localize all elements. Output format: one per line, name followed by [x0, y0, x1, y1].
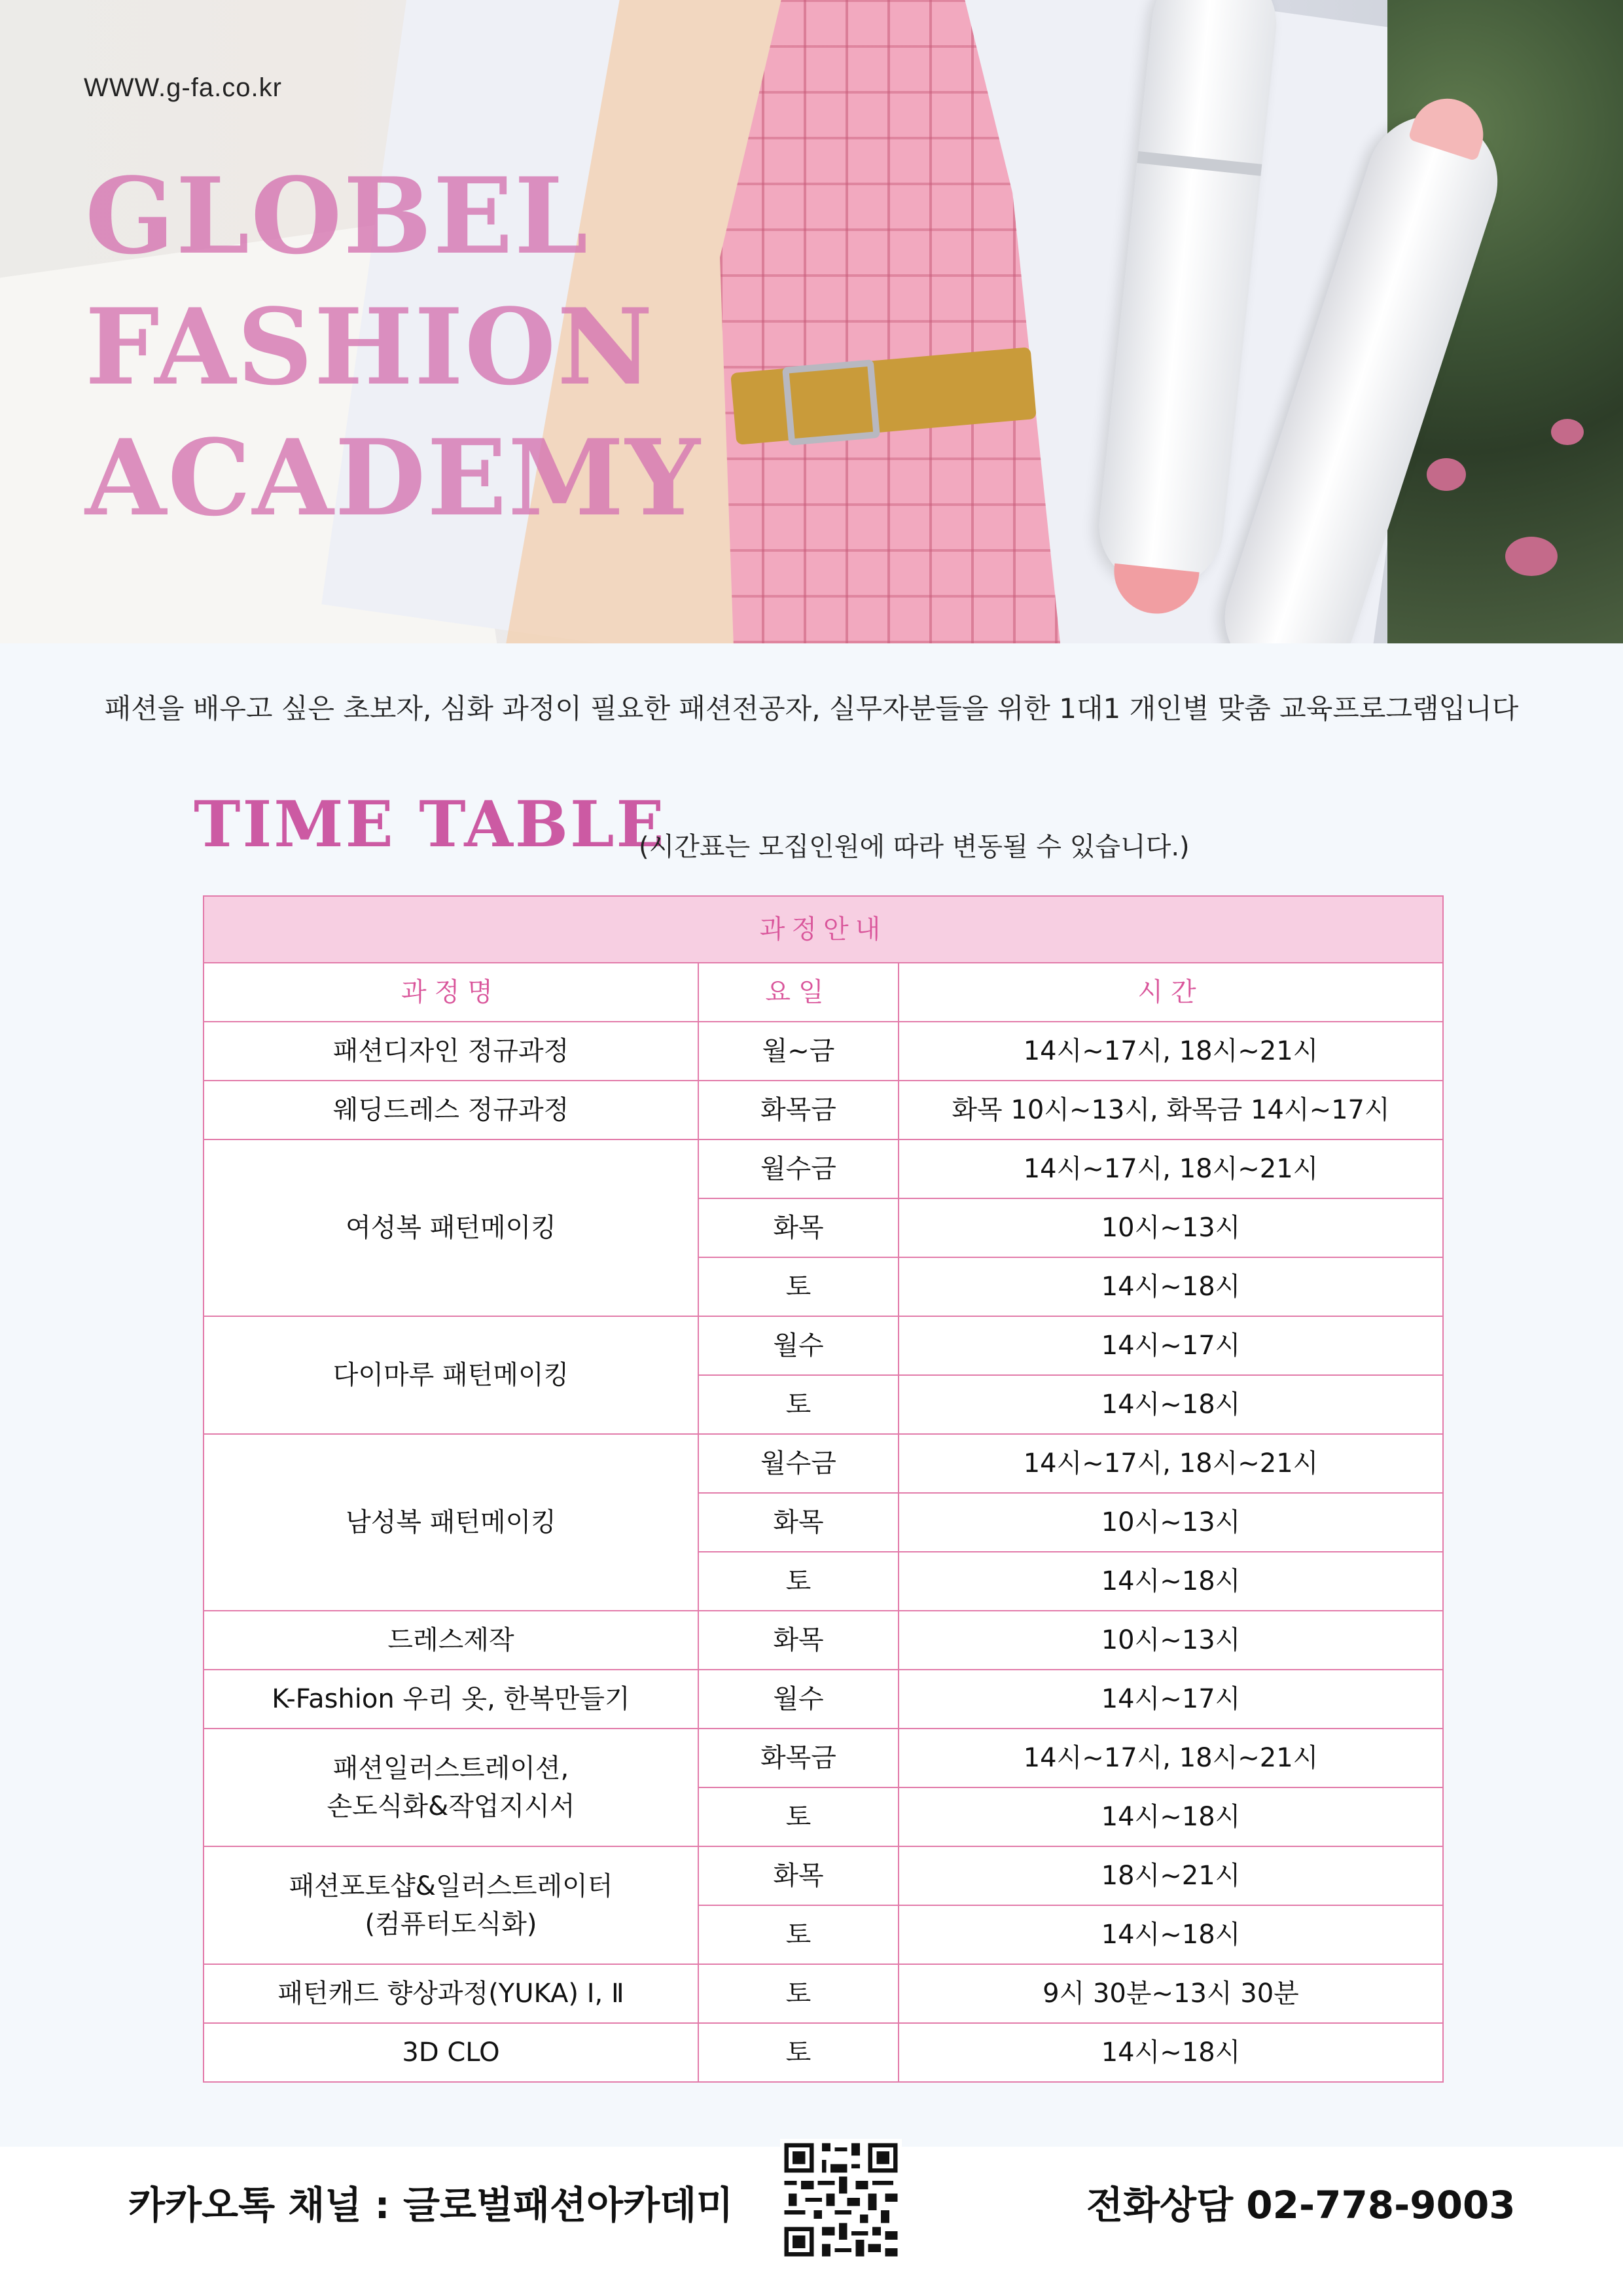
time-cell: 14시~17시 [899, 1316, 1443, 1375]
time-cell: 18시~21시 [899, 1846, 1443, 1905]
time-cell: 14시~17시, 18시~21시 [899, 1139, 1443, 1198]
table-row [204, 1611, 1443, 1670]
logo-line-3: ACADEMY [85, 416, 702, 539]
time-cell: 14시~18시 [899, 1375, 1443, 1434]
time-cell: 14시~17시 [899, 1670, 1443, 1729]
days-cell: 토 [698, 1905, 899, 1964]
course-name-cell: 여성복 패턴메이킹 [204, 1139, 698, 1316]
time-cell: 14시~18시 [899, 1905, 1443, 1964]
table-row [204, 1316, 1443, 1375]
time-cell: 14시~18시 [899, 1787, 1443, 1846]
days-cell: 화목 [698, 1493, 899, 1552]
column-header-course: 과정명 [204, 963, 698, 1022]
phone-consultation[interactable]: 전화상담 02-778-9003 [1086, 2183, 1516, 2227]
table-row [204, 1670, 1443, 1729]
days-cell: 월수금 [698, 1434, 899, 1493]
table-row [204, 1729, 1443, 1787]
course-name-cell: 패턴캐드 향상과정(YUKA) Ⅰ, Ⅱ [204, 1964, 698, 2023]
kakao-channel[interactable]: 카카오톡 채널 : 글로벌패션아카데미 [128, 2183, 734, 2227]
table-row [204, 1139, 1443, 1198]
timetable-heading: TIME TABLE [194, 787, 666, 861]
course-name-cell: 패션디자인 정규과정 [204, 1022, 698, 1081]
time-cell: 9시 30분~13시 30분 [899, 1964, 1443, 2023]
time-cell: 10시~13시 [899, 1611, 1443, 1670]
days-cell: 월~금 [698, 1022, 899, 1081]
hero-banner [0, 0, 1623, 643]
qr-code-icon[interactable] [780, 2139, 902, 2261]
course-name-cell: 패션포토샵&일러스트레이터 (컴퓨터도식화) [204, 1846, 698, 1964]
table-title: 과정안내 [204, 896, 1443, 963]
time-cell: 10시~13시 [899, 1198, 1443, 1257]
days-cell: 월수금 [698, 1139, 899, 1198]
time-cell: 14시~18시 [899, 2023, 1443, 2082]
days-cell: 화목금 [698, 1081, 899, 1139]
days-cell: 토 [698, 2023, 899, 2082]
days-cell: 화목 [698, 1198, 899, 1257]
days-cell: 토 [698, 1375, 899, 1434]
table-row [204, 2023, 1443, 2082]
course-name-cell: 드레스제작 [204, 1611, 698, 1670]
days-cell: 화목 [698, 1846, 899, 1905]
column-header-time: 시간 [899, 963, 1443, 1022]
days-cell: 월수 [698, 1316, 899, 1375]
days-cell: 화목금 [698, 1729, 899, 1787]
intro-text: 패션을 배우고 싶은 초보자, 심화 과정이 필요한 패션전공자, 실무자분들을 위한 1대1 개인별 맞춤 교육프로그램입니다 [104, 692, 1519, 725]
timetable-note: (시간표는 모집인원에 따라 변동될 수 있습니다.) [639, 832, 1190, 862]
schedule-body [204, 1022, 1443, 2082]
course-name-cell: 다이마루 패턴메이킹 [204, 1316, 698, 1434]
days-cell: 토 [698, 1552, 899, 1611]
schedule-table [203, 895, 1444, 2083]
course-name-cell: 3D CLO [204, 2023, 698, 2082]
logo-line-2: FASHION [85, 285, 654, 408]
table-row [204, 1081, 1443, 1139]
course-name-cell: 남성복 패턴메이킹 [204, 1434, 698, 1611]
column-header-days: 요일 [698, 963, 899, 1022]
table-row [204, 1846, 1443, 1905]
time-cell: 14시~17시, 18시~21시 [899, 1022, 1443, 1081]
days-cell: 월수 [698, 1670, 899, 1729]
days-cell: 토 [698, 1964, 899, 2023]
time-cell: 14시~17시, 18시~21시 [899, 1729, 1443, 1787]
table-row [204, 1964, 1443, 2023]
table-row [204, 1022, 1443, 1081]
table-row [204, 1434, 1443, 1493]
course-name-cell: K-Fashion 우리 옷, 한복만들기 [204, 1670, 698, 1729]
time-cell: 14시~18시 [899, 1257, 1443, 1316]
days-cell: 토 [698, 1787, 899, 1846]
logo-line-1: GLOBEL [85, 154, 590, 278]
course-name-cell: 패션일러스트레이션, 손도식화&작업지시서 [204, 1729, 698, 1846]
time-cell: 화목 10시~13시, 화목금 14시~17시 [899, 1081, 1443, 1139]
days-cell: 화목 [698, 1611, 899, 1670]
course-name-cell: 웨딩드레스 정규과정 [204, 1081, 698, 1139]
days-cell: 토 [698, 1257, 899, 1316]
website-url[interactable]: WWW.g-fa.co.kr [84, 73, 282, 102]
time-cell: 10시~13시 [899, 1493, 1443, 1552]
time-cell: 14시~18시 [899, 1552, 1443, 1611]
time-cell: 14시~17시, 18시~21시 [899, 1434, 1443, 1493]
